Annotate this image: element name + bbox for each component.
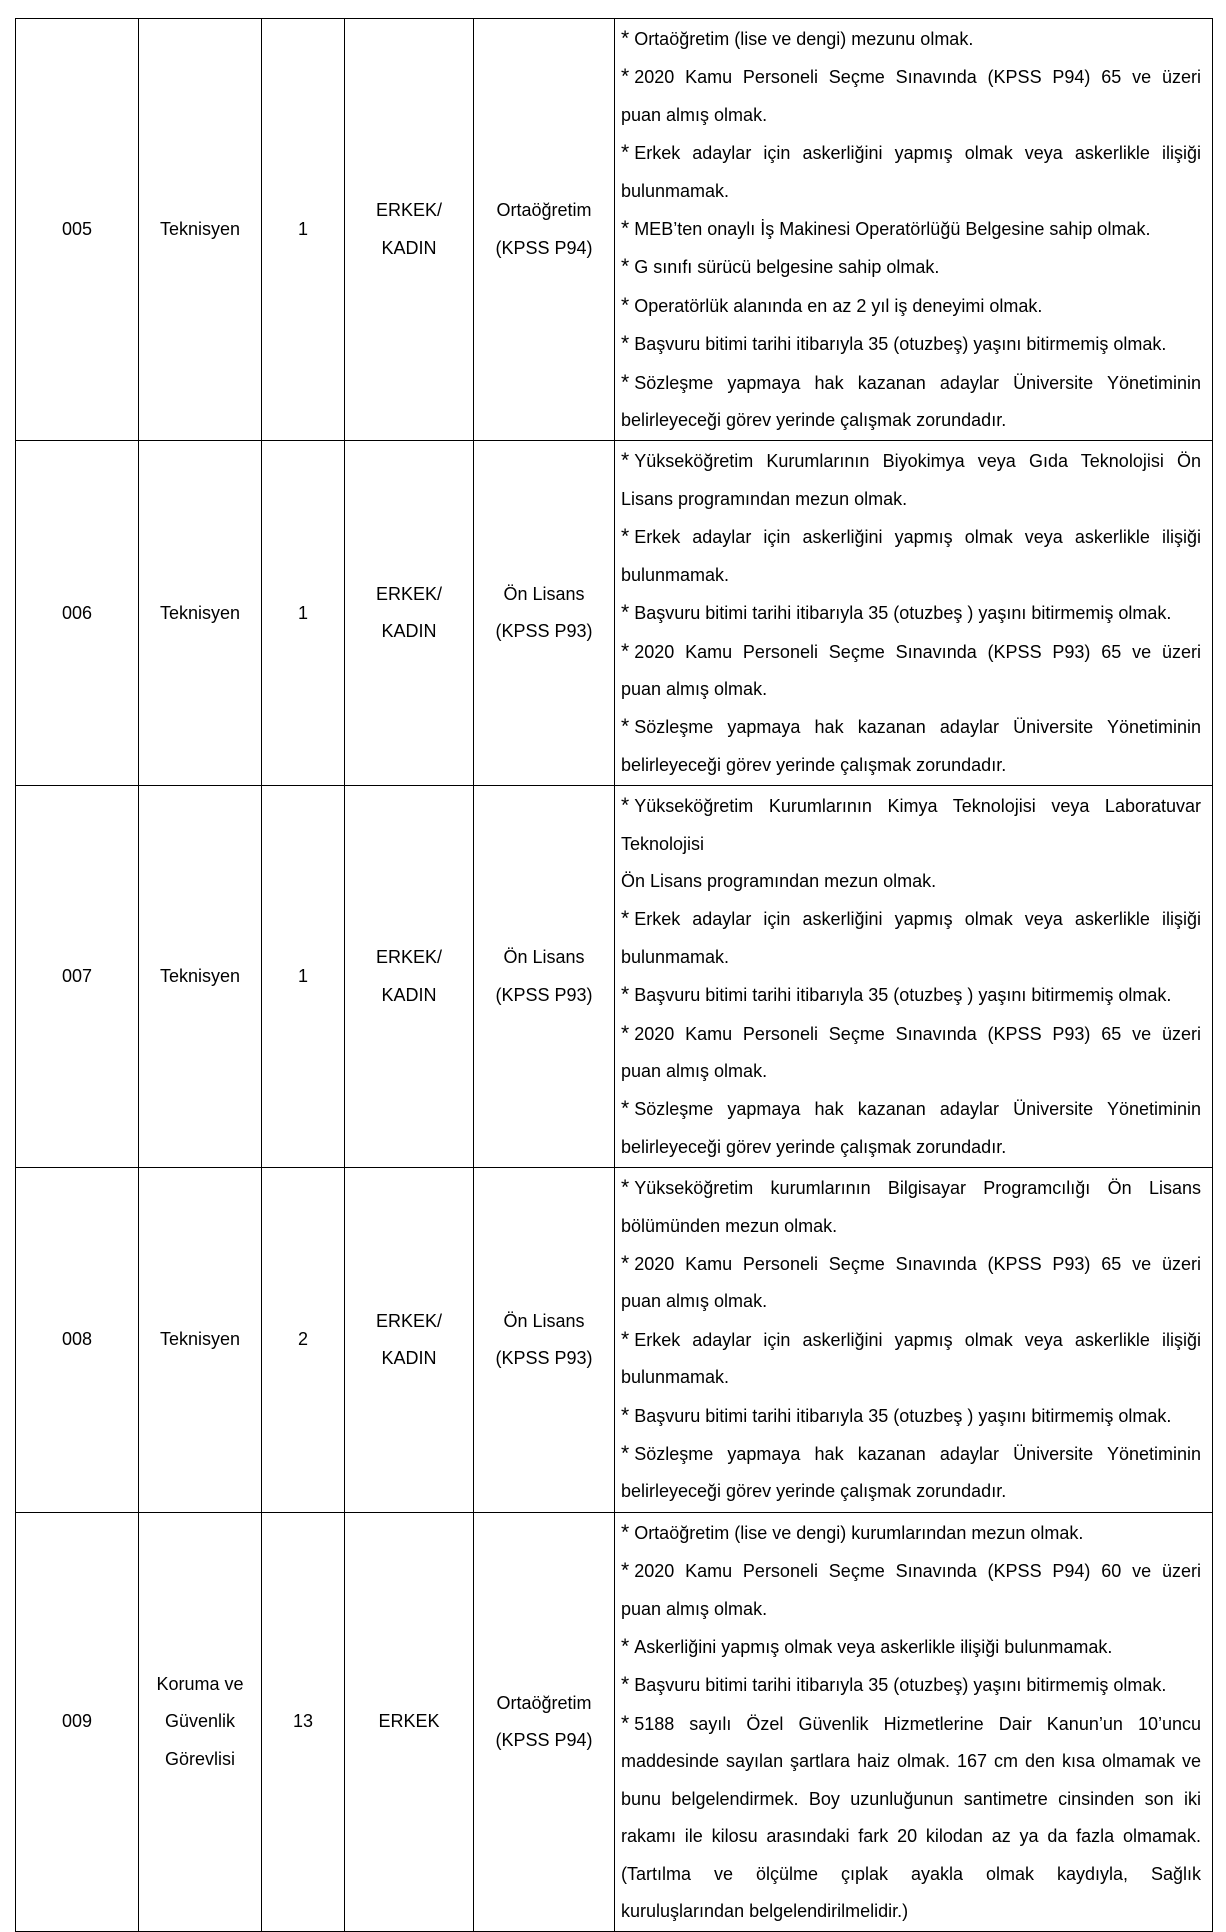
requirement-line [621,173,1201,210]
requirement-text: Başvuru bitimi tarihi itibarıyla 35 (otuzbeş ) yaşını bitirmemiş olmak. [634,1405,1172,1426]
code-cell [16,19,139,441]
requirement-text: G sınıfı sürücü belgesine sahip olmak. [634,257,940,278]
gender-line: ERKEK/ [375,200,443,221]
requirement-text: Operatörlük alanında en az 2 yıl iş deneyimi olmak. [634,295,1043,316]
requirement-text: MEB’ten onaylı İş Makinesi Operatörlüğü Belgesine sahip olmak. [634,219,1151,240]
quota-text: 1 [297,602,308,623]
requirement-text: bulunmamak. [621,946,730,967]
gender-line: KADIN [381,237,437,258]
requirement-line [621,518,1201,556]
requirement-line [621,939,1201,976]
requirement-item [621,1015,1201,1091]
requirement-text: bunu belgelendirmek. Boy uzunluğunun santimetre cinsinden son iki [621,1788,1201,1809]
code-cell [16,1512,139,1931]
requirement-text: bölümünden mezun olmak. [621,1215,838,1236]
requirement-line [621,1591,1201,1628]
requirement-item [621,708,1201,784]
gender-cell [345,1168,474,1513]
quota-cell [262,441,345,786]
code-text: 007 [61,965,93,986]
requirement-line [621,1015,1201,1053]
requirement-item [621,976,1201,1014]
code-cell [16,1168,139,1513]
requirement-text: 5188 sayılı Özel Güvenlik Hizmetlerine Dair Kanun’un 10’uncu [634,1713,1201,1734]
requirement-text: 2020 Kamu Personeli Seçme Sınavında (KPSS P93) 65 ve üzeri [634,1254,1201,1274]
gender-line: KADIN [381,621,437,642]
code-cell [16,786,139,1168]
requirement-line [621,364,1201,402]
requirement-text: Yükseköğretim Kurumlarının Biyokimya veya Gıda Teknolojisi Ön [634,451,1201,472]
education-cell [474,441,615,786]
bullet-marker: * [621,65,630,89]
requirement-line [621,402,1201,439]
requirement-line [621,1705,1201,1743]
requirement-item [621,325,1201,363]
requirement-item [621,787,1201,863]
requirement-text: 2020 Kamu Personeli Seçme Sınavında (KPSS P93) 65 ve üzeri [634,1023,1201,1044]
requirement-line [621,481,1201,518]
bullet-marker: * [621,1559,630,1583]
quota-text: 13 [292,1711,314,1732]
requirement-text: Ortaöğretim (lise ve dengi) mezunu olmak. [634,29,974,49]
requirement-text: Erkek adaylar için askerliğini yapmış olmak veya askerlikle ilişiği [634,527,1201,548]
bullet-marker: * [621,907,630,931]
education-line: (KPSS P94) [495,237,593,258]
requirement-text: Yükseköğretim Kurumlarının Kimya Teknolojisi veya Laboratuvar [634,796,1201,817]
requirement-line [621,325,1201,363]
bullet-marker: * [621,1520,630,1544]
table-body [16,19,1213,1932]
bullet-marker: * [621,1327,630,1351]
requirement-text: 2020 Kamu Personeli Seçme Sınavında (KPSS P94) 60 ve üzeri [634,1561,1201,1582]
requirement-text: 2020 Kamu Personeli Seçme Sınavında (KPSS P93) 65 ve üzeri [634,641,1201,662]
requirement-line [621,97,1201,134]
bullet-marker: * [621,1711,630,1735]
requirement-text: Erkek adaylar için askerliğini yapmış olmak veya askerlikle ilişiği [634,1329,1201,1350]
bullet-marker: * [621,370,630,394]
education-cell [474,1168,615,1513]
bullet-marker: * [621,983,630,1007]
requirement-text: rakamı ile kilosu arasındaki fark 20 kilodan az ya da fazla olmamak. [621,1826,1201,1847]
requirement-text: bulunmamak. [621,180,730,201]
requirement-item [621,1435,1201,1511]
education-line: Ön Lisans [503,947,585,968]
requirement-text: bulunmamak. [621,564,730,585]
requirement-line [621,747,1201,784]
requirement-line [621,1208,1201,1245]
table-row [16,441,1213,786]
requirement-line [621,58,1201,96]
requirement-item [621,1321,1201,1397]
gender-line: KADIN [381,984,437,1005]
requirement-line [621,1856,1201,1893]
requirement-item [621,1090,1201,1166]
requirement-text: Erkek adaylar için askerliğini yapmış olmak veya askerlikle ilişiği [634,143,1201,164]
bullet-marker: * [621,794,630,818]
requirement-line [621,633,1201,671]
requirement-item [621,1245,1201,1321]
requirements-cell [615,786,1213,1168]
requirement-text: (Tartılma ve ölçülme çıplak ayakla olmak kaydıyla, Sağlık [621,1863,1201,1884]
requirement-line [621,1090,1201,1128]
requirement-text: Yükseköğretim kurumlarının Bilgisayar Programcılığı Ön Lisans [634,1178,1201,1199]
requirement-line [621,1473,1201,1510]
requirement-line [621,1359,1201,1396]
requirement-text: puan almış olmak. [621,1060,768,1081]
requirement-text: Lisans programından mezun olmak. [621,488,908,509]
requirement-line [621,1245,1201,1283]
requirement-line [621,1743,1201,1780]
requirement-text: belirleyeceği görev yerinde çalışmak zorundadır. [621,1136,1007,1157]
requirement-item [621,442,1201,518]
requirement-item [621,210,1201,248]
requirement-text: Başvuru bitimi tarihi itibarıyla 35 (otuzbeş ) yaşını bitirmemiş olmak. [634,985,1172,1006]
requirement-line [621,134,1201,172]
requirement-item [621,287,1201,325]
gender-cell [345,19,474,441]
requirements-cell [615,1168,1213,1513]
requirement-line [621,287,1201,325]
requirement-line [621,248,1201,286]
gender-line: ERKEK [378,1711,440,1732]
position-line: Teknisyen [159,219,241,240]
requirement-line [621,1818,1201,1855]
requirement-text: Başvuru bitimi tarihi itibarıyla 35 (otuzbeş) yaşını bitirmemiş olmak. [634,334,1167,355]
requirement-line [621,594,1201,632]
bullet-marker: * [621,1635,630,1659]
education-line: (KPSS P94) [495,1730,593,1751]
gender-cell [345,786,474,1168]
position-cell [139,1512,262,1931]
quota-cell [262,1168,345,1513]
bullet-marker: * [621,141,630,165]
bullet-marker: * [621,332,630,356]
bullet-marker: * [621,639,630,663]
requirement-item [621,134,1201,210]
table-row [16,19,1213,441]
requirement-text: belirleyeceği görev yerinde çalışmak zorundadır. [621,410,1007,431]
table-row [16,1168,1213,1513]
position-line: Teknisyen [159,602,241,623]
requirement-text: Ön Lisans programından mezun olmak. [621,870,937,891]
code-text: 006 [61,602,93,623]
requirement-text: Sözleşme yapmaya hak kazanan adaylar Üniversite Yönetiminin [634,717,1201,738]
requirement-line [621,1514,1201,1552]
quota-text: 2 [297,1329,308,1350]
requirement-text: Sözleşme yapmaya hak kazanan adaylar Üniversite Yönetiminin [634,1444,1201,1465]
education-cell [474,19,615,441]
position-line: Görevlisi [164,1748,235,1769]
bullet-marker: * [621,1403,630,1427]
position-line: Güvenlik [164,1711,236,1732]
requirement-text: belirleyeceği görev yerinde çalışmak zorundadır. [621,754,1007,775]
requirement-text: 2020 Kamu Personeli Seçme Sınavında (KPSS P94) 65 ve üzeri [634,67,1201,88]
education-line: (KPSS P93) [495,621,593,642]
requirement-item [621,594,1201,632]
requirement-item [621,1552,1201,1628]
code-cell [16,441,139,786]
requirement-text: Erkek adaylar için askerliğini yapmış olmak veya askerlikle ilişiği [634,909,1201,930]
requirement-text: maddesinde sayılan şartlara haiz olmak. 167 cm den kısa olmamak ve [621,1751,1201,1772]
requirements-cell [615,19,1213,441]
quota-cell [262,19,345,441]
requirement-line [621,1628,1201,1666]
requirement-item [621,20,1201,58]
education-line: (KPSS P93) [495,1348,593,1369]
requirement-text: puan almış olmak. [621,104,768,125]
requirement-text: puan almış olmak. [621,1598,768,1619]
requirement-text: Teknolojisi [621,833,705,854]
code-text: 008 [61,1329,93,1350]
requirement-line [621,1893,1201,1930]
requirements-cell [615,1512,1213,1931]
requirement-line [621,442,1201,480]
code-text: 009 [61,1711,93,1732]
requirement-text: Başvuru bitimi tarihi itibarıyla 35 (otuzbeş ) yaşını bitirmemiş olmak. [634,603,1172,624]
bullet-marker: * [621,449,630,473]
requirement-line [621,863,1201,900]
requirement-line [621,1129,1201,1166]
code-text: 005 [61,219,93,240]
quota-text: 1 [297,219,308,240]
bullet-marker: * [621,1442,630,1466]
requirement-item [621,364,1201,440]
requirement-text: Sözleşme yapmaya hak kazanan adaylar Üniversite Yönetiminin [634,1099,1201,1120]
education-line: Ön Lisans [503,583,585,604]
requirement-text: kuruluşlarından belgelendirilmelidir.) [621,1900,909,1921]
bullet-marker: * [621,715,630,739]
quota-text: 1 [297,965,308,986]
gender-line: KADIN [381,1348,437,1369]
bullet-marker: * [621,1021,630,1045]
bullet-marker: * [621,1252,630,1275]
position-line: Koruma ve [156,1673,244,1694]
requirement-item [621,248,1201,286]
bullet-marker: * [621,1097,630,1121]
requirement-item [621,1666,1201,1704]
requirement-text: Askerliğini yapmış olmak veya askerlikle ilişiği bulunmamak. [634,1637,1113,1658]
education-cell [474,1512,615,1931]
bullet-marker: * [621,525,630,549]
requirement-line [621,1321,1201,1359]
position-cell [139,19,262,441]
requirement-item [621,1628,1201,1666]
requirement-line [621,826,1201,863]
education-line: Ön Lisans [503,1310,585,1331]
education-line: (KPSS P93) [495,984,593,1005]
requirement-line [621,1283,1201,1320]
requirement-line [621,976,1201,1014]
requirement-line [621,1666,1201,1704]
requirement-item [621,1397,1201,1435]
requirement-text: Başvuru bitimi tarihi itibarıyla 35 (otuzbeş) yaşını bitirmemiş olmak. [634,1675,1167,1696]
requirement-text: bulunmamak. [621,1367,730,1388]
gender-cell [345,1512,474,1931]
table-row [16,786,1213,1168]
requirement-text: Sözleşme yapmaya hak kazanan adaylar Üniversite Yönetiminin [634,372,1201,393]
bullet-marker: * [621,255,630,279]
gender-cell [345,441,474,786]
requirement-line [621,1397,1201,1435]
vacancy-table [15,18,1213,1932]
education-line: Ortaöğretim [496,200,592,221]
quota-cell [262,1512,345,1931]
requirement-line [621,1053,1201,1090]
gender-line: ERKEK/ [375,583,443,604]
requirement-line [621,210,1201,248]
requirement-item [621,633,1201,709]
quota-cell [262,786,345,1168]
requirement-line [621,1552,1201,1590]
requirement-line [621,20,1201,58]
position-line: Teknisyen [159,1329,241,1350]
requirement-text: puan almış olmak. [621,1291,768,1312]
position-cell [139,441,262,786]
bullet-marker: * [621,27,630,50]
education-line: Ortaöğretim [496,1692,592,1713]
requirement-line [621,1435,1201,1473]
bullet-marker: * [621,293,630,317]
position-cell [139,786,262,1168]
requirement-line [621,708,1201,746]
requirement-item [621,900,1201,976]
bullet-marker: * [621,601,630,625]
requirement-line [621,557,1201,594]
bullet-marker: * [621,1673,630,1697]
requirement-item [621,863,1201,900]
requirement-item [621,58,1201,134]
requirement-line [621,900,1201,938]
education-cell [474,786,615,1168]
position-line: Teknisyen [159,965,241,986]
requirement-text: Ortaöğretim (lise ve dengi) kurumlarından mezun olmak. [634,1522,1084,1543]
requirement-line [621,787,1201,825]
requirements-cell [615,441,1213,786]
requirement-item [621,1514,1201,1552]
requirement-item [621,1169,1201,1245]
requirement-line [621,1169,1201,1207]
requirement-line [621,671,1201,708]
position-cell [139,1168,262,1513]
requirement-item [621,1705,1201,1930]
requirement-text: puan almış olmak. [621,678,768,699]
requirement-text: belirleyeceği görev yerinde çalışmak zorundadır. [621,1481,1007,1502]
bullet-marker: * [621,1176,630,1200]
requirement-item [621,518,1201,594]
bullet-marker: * [621,217,630,241]
gender-line: ERKEK/ [375,1310,443,1331]
requirement-line [621,1781,1201,1818]
table-row [16,1512,1213,1931]
gender-line: ERKEK/ [375,947,443,968]
document-page [15,18,1212,1932]
